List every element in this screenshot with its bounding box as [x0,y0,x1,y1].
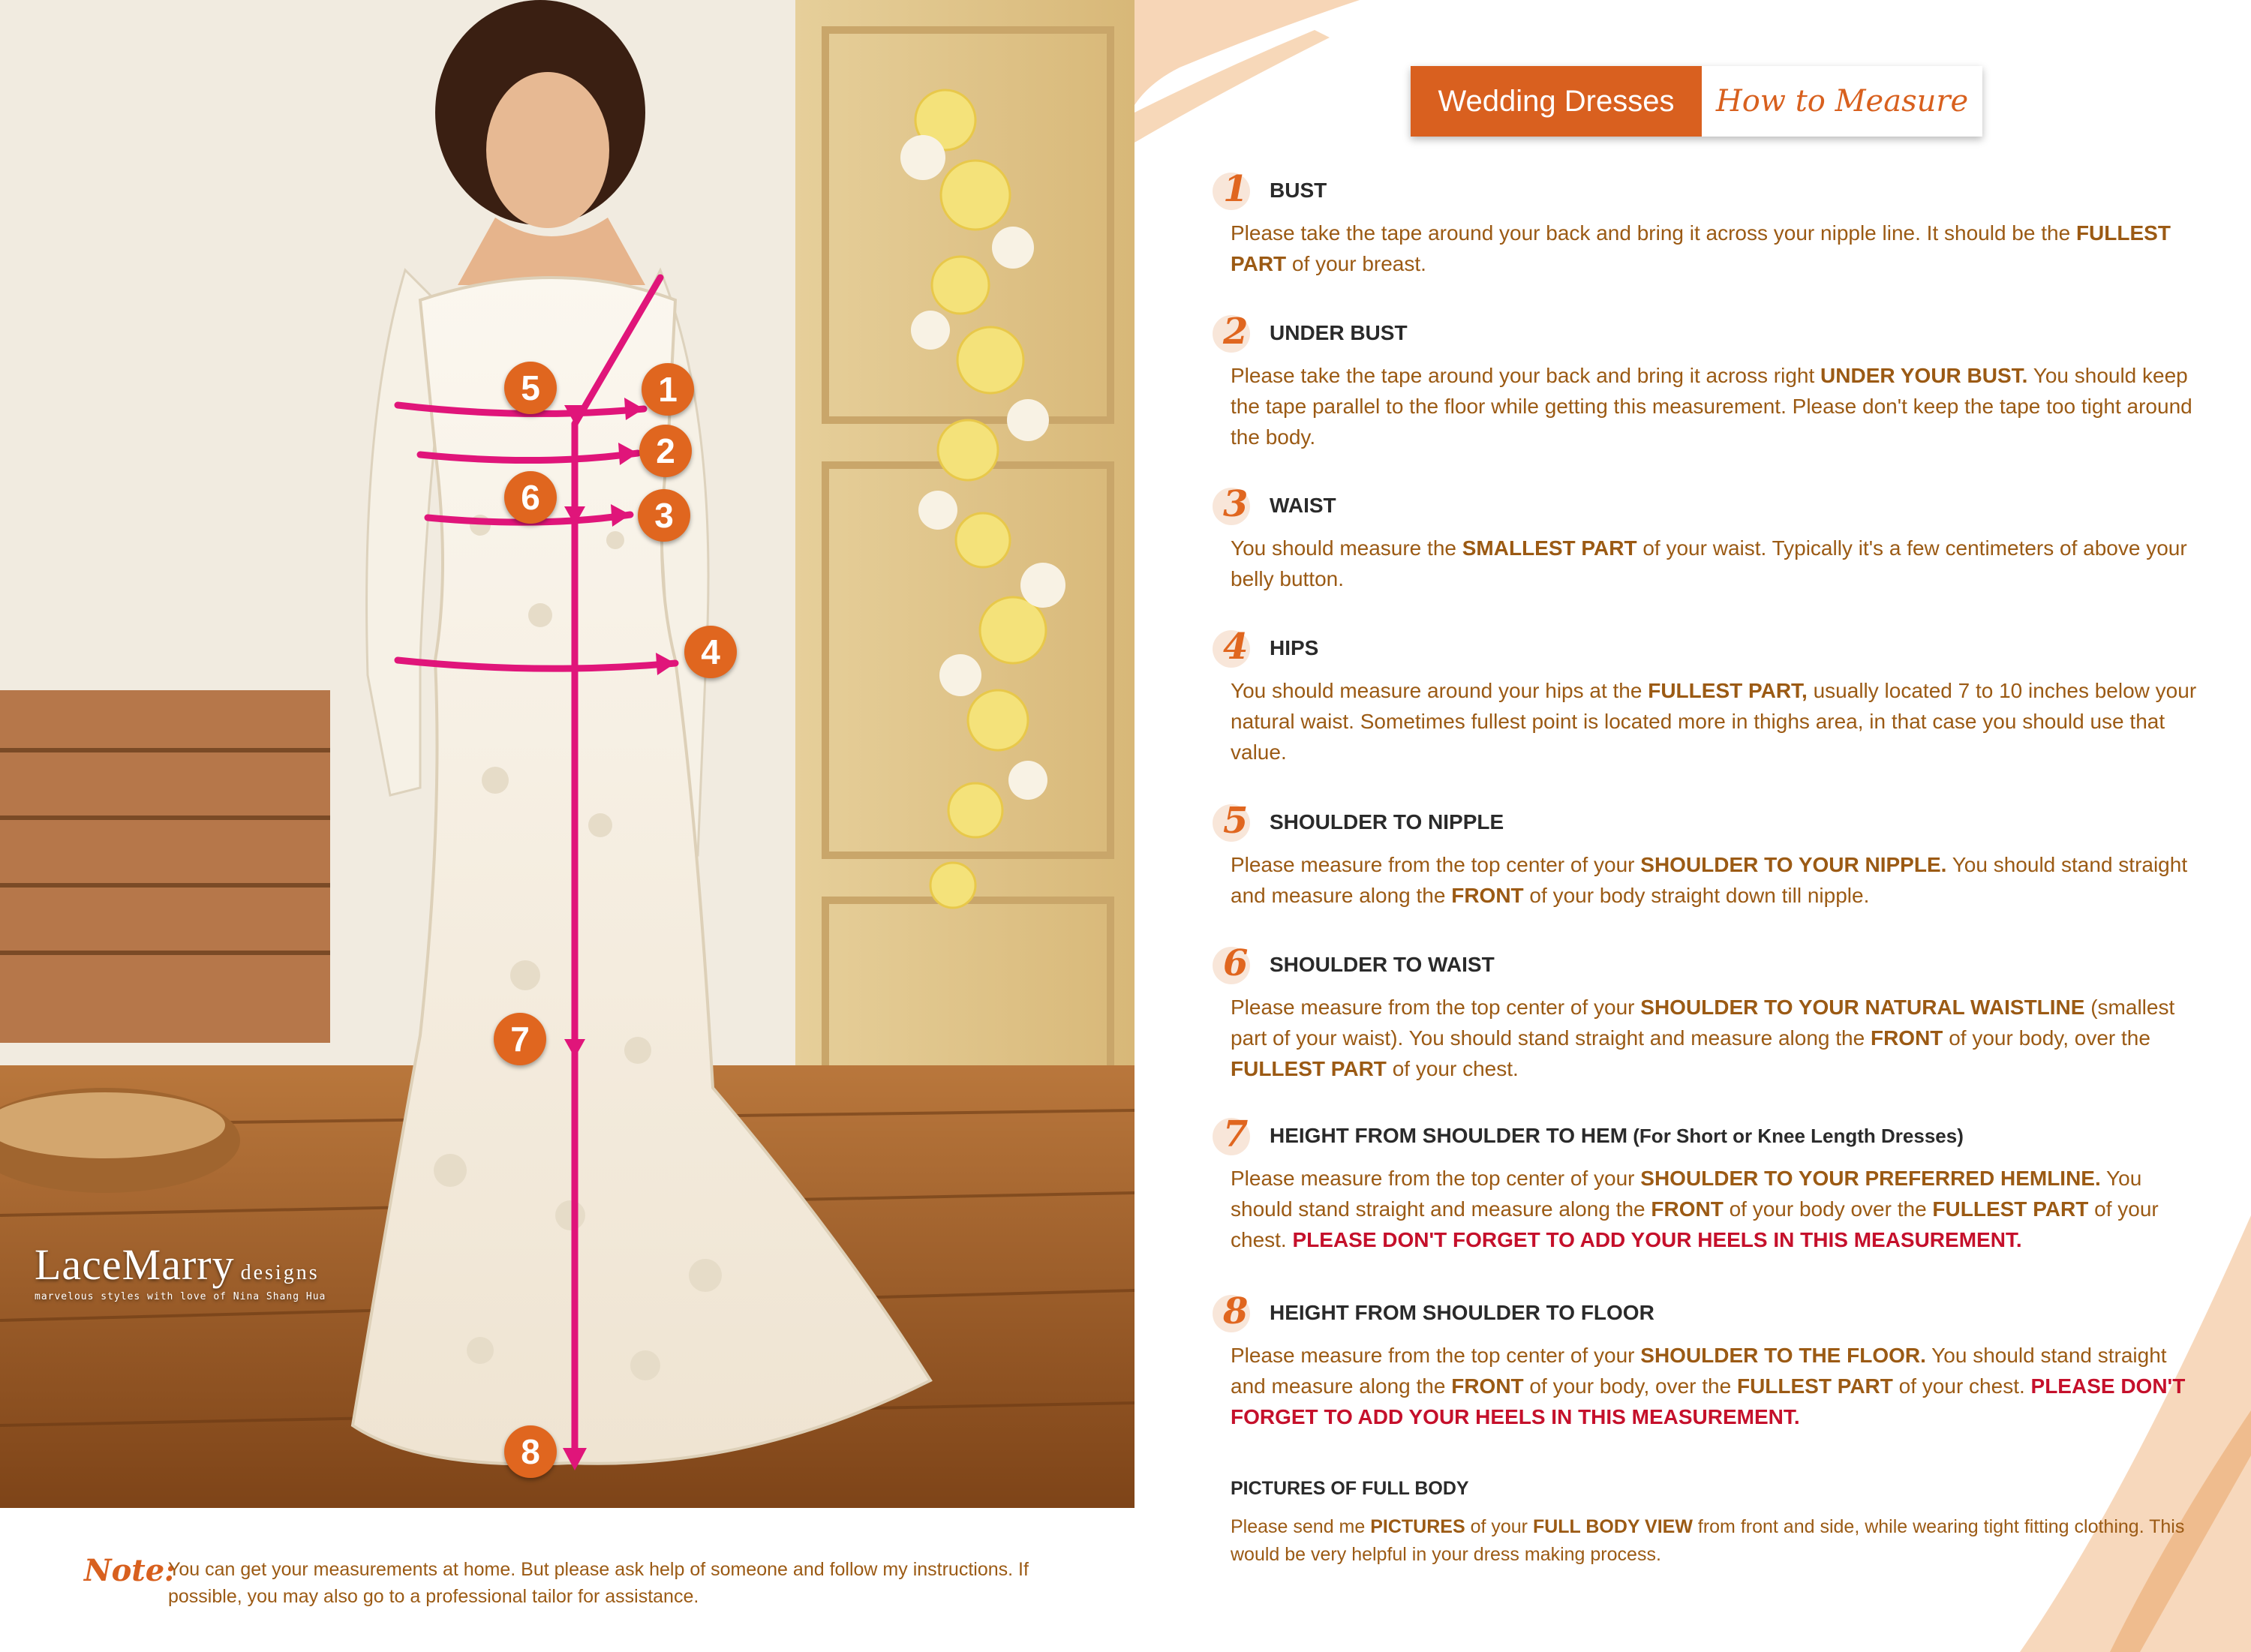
note-text: You can get your measurements at home. But please ask help of someone and follow my instructions. If possible, you may also go to a professional tailor for assistance. [168,1559,1029,1607]
brand-logo [35,1239,326,1302]
warning-text: PLEASE DON'T FORGET TO ADD YOUR HEELS IN THIS MEASUREMENT. [1292,1228,2022,1251]
emphasis-text: SMALLEST PART [1462,536,1637,560]
measurement-title-text: SHOULDER TO NIPPLE [1270,810,1504,834]
brand-tagline: marvelous styles with love of Nina Shang Hua [35,1291,326,1302]
body-text: You should stand straight and measure along the [1231,853,2188,907]
body-text: of your [1465,1516,1533,1537]
note-label: Note: [84,1553,176,1588]
measurement-title [1270,1124,1964,1148]
emphasis-text: PICTURES [1370,1516,1465,1537]
body-text: of your chest. [1386,1057,1519,1080]
marker-1: 1 [642,363,694,416]
measurement-title-text: WAIST [1270,494,1336,517]
measurement-number: 8 [1223,1290,1249,1332]
measurement-title [1270,1301,1654,1325]
measurement-title-text: UNDER BUST [1270,321,1408,344]
warning-text: PLEASE DON'T FORGET TO ADD YOUR HEELS IN THIS MEASUREMENT. [1231,1374,2186,1428]
emphasis-text: FULLEST PART [1231,1057,1387,1080]
emphasis-text: FRONT [1451,884,1524,907]
measurement-number: 5 [1223,800,1249,842]
body-text: Please measure from the top center of your [1231,996,1641,1019]
measurement-description [1231,360,2206,452]
measurement-number: 1 [1223,168,1249,210]
emphasis-text: FULLEST PART [1736,1374,1893,1398]
body-text: Please measure from the top center of your [1231,1344,1641,1367]
body-text: of your body over the [1723,1197,1933,1221]
body-text: Please send me [1231,1516,1371,1537]
measurement-title-text: HIPS [1270,636,1319,659]
body-text: of your breast. [1286,252,1426,275]
page-header [1411,66,1982,137]
measurement-title-text: BUST [1270,179,1327,202]
marker-3: 3 [638,489,690,542]
measurement-title-text: HEIGHT FROM SHOULDER TO FLOOR [1270,1301,1654,1324]
marker-6: 6 [504,471,557,524]
body-text: You should stand straight and measure along the [1231,1344,2167,1398]
measurement-number: 6 [1223,942,1249,984]
emphasis-text: FRONT [1451,1374,1524,1398]
marker-4: 4 [684,626,737,678]
emphasis-text: FULLEST PART [1932,1197,2089,1221]
body-text: of your waist. Typically it's a few centimeters of above your belly button. [1231,536,2187,590]
measurement-number: 3 [1223,483,1249,525]
measurement-number: 4 [1223,626,1249,668]
body-text: of your chest. [1231,1197,2159,1251]
emphasis-text: FRONT [1870,1026,1943,1050]
body-text: Please take the tape around your back and bring it across right [1231,364,1821,387]
header-title: Wedding Dresses [1411,66,1702,137]
measurement-title [1270,321,1408,345]
body-text: You should measure around your hips at the [1231,679,1648,702]
body-text: (smallest part of your waist). You should stand straight and measure along the [1231,996,2175,1050]
measurement-title [1270,636,1318,660]
emphasis-text: SHOULDER TO YOUR NIPPLE. [1640,853,1947,876]
marker-2: 2 [639,425,692,477]
measurement-description [1231,849,2206,911]
emphasis-text: SHOULDER TO THE FLOOR. [1640,1344,1926,1367]
body-text: Please take the tape around your back and bring it across your nipple line. It should be the [1231,221,2076,245]
body-text: from front and side, while wearing tight fitting clothing. This would be very helpful in your dress making process. [1231,1516,2185,1565]
body-text: You should keep the tape parallel to the floor while getting this measurement. Please don't keep the tape too tight around the body. [1231,364,2192,449]
measurement-number: 7 [1223,1113,1249,1155]
emphasis-text: FULLEST PART [1231,221,2171,275]
body-text: of your body straight down till nipple. [1523,884,1870,907]
emphasis-text: SHOULDER TO YOUR NATURAL WAISTLINE [1640,996,2085,1019]
measurement-title-sub: (For Short or Knee Length Dresses) [1627,1125,1964,1147]
measurement-number: 2 [1223,311,1249,353]
measurement-title-text: HEIGHT FROM SHOULDER TO HEM [1270,1124,1628,1147]
measurement-title-text: SHOULDER TO WAIST [1270,953,1495,976]
measurement-description [1231,533,2206,594]
measurement-title [1270,953,1495,977]
header-subtitle: How to Measure [1702,66,1982,137]
marker-7: 7 [494,1013,546,1065]
body-text: usually located 7 to 10 inches below your natural waist. Sometimes fullest point is located more in thighs area, in that case you should use that value. [1231,679,2197,764]
pictures-title: PICTURES OF FULL BODY [1231,1478,1469,1499]
body-text: You should stand straight and measure along the [1231,1167,2142,1221]
measurement-title [1270,494,1336,518]
measurement-title [1270,179,1327,203]
body-text: Please measure from the top center of your [1231,1167,1641,1190]
body-text: of your body, over the [1943,1026,2150,1050]
pictures-section [1231,1478,2206,1569]
body-text: You should measure the [1231,536,1462,560]
emphasis-text: SHOULDER TO YOUR PREFERRED HEMLINE. [1640,1167,2101,1190]
instructions-panel [1135,0,2251,1652]
brand-name: LaceMarry [35,1240,235,1289]
measurement-description [1231,218,2206,279]
emphasis-text: FULL BODY VIEW [1532,1516,1693,1537]
body-text: Please measure from the top center of your [1231,853,1641,876]
marker-8: 8 [504,1425,557,1478]
model-photo [0,0,1135,1508]
brand-suffix: designs [240,1261,320,1284]
emphasis-text: FULLEST PART, [1648,679,1808,702]
measurement-description [1231,992,2206,1084]
measurement-description [1231,1163,2206,1255]
body-text: of your chest. [1892,1374,2031,1398]
measurement-title [1270,810,1504,834]
pictures-text [1231,1513,2206,1569]
marker-5: 5 [504,362,557,414]
emphasis-text: FRONT [1651,1197,1724,1221]
measurement-description [1231,675,2206,767]
emphasis-text: UNDER YOUR BUST. [1820,364,2028,387]
measurement-description [1231,1340,2206,1432]
body-text: of your body, over the [1523,1374,1737,1398]
